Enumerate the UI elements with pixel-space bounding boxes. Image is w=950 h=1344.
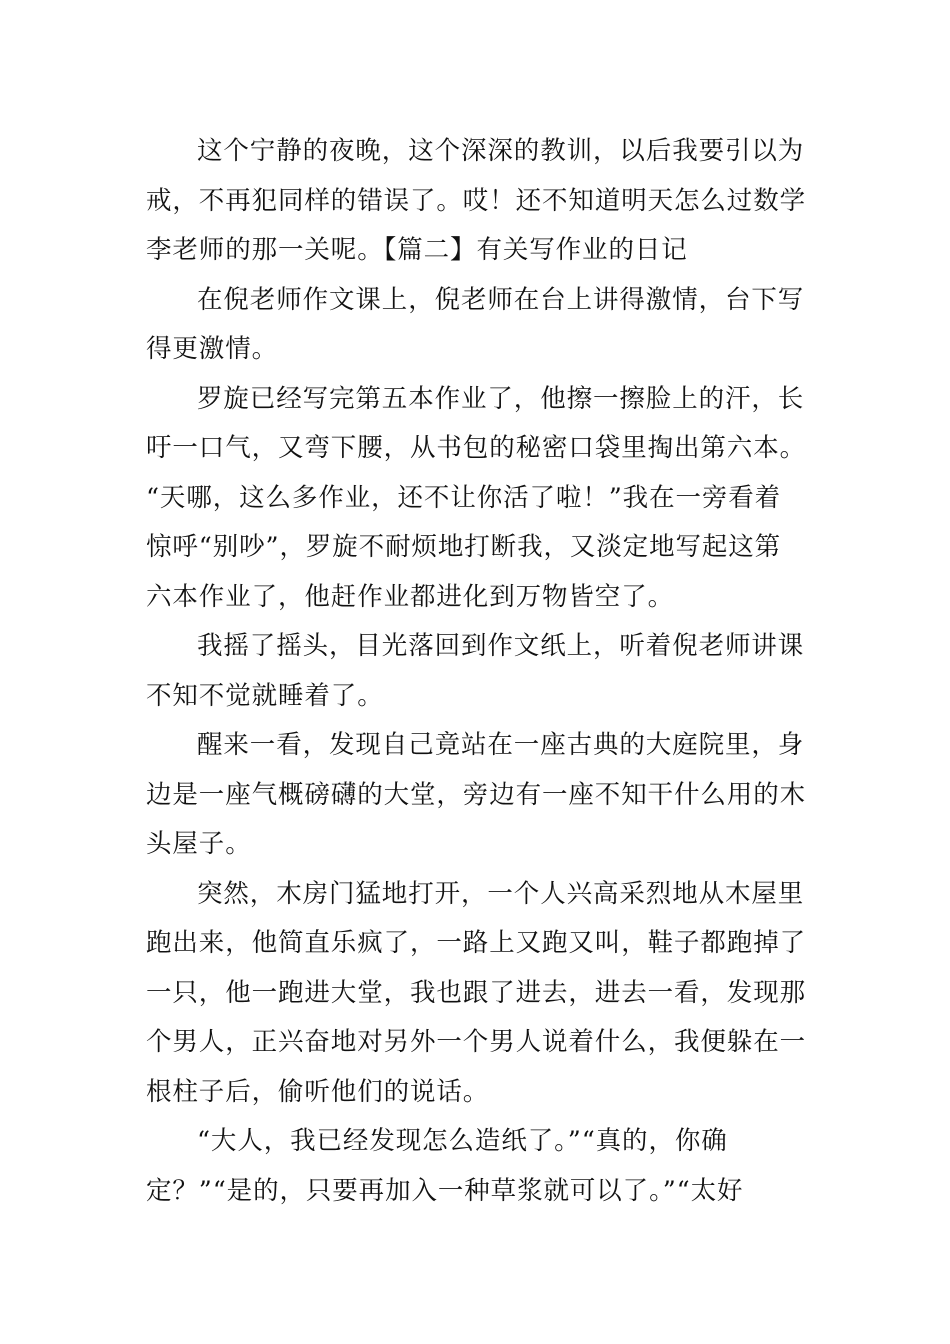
text-line: 戒，不再犯同样的错误了。哎！还不知道明天怎么过数学 — [146, 185, 807, 216]
text-line: 根柱子后，偷听他们的说话。 — [146, 1076, 490, 1107]
paragraph — [146, 622, 810, 721]
paragraph — [146, 375, 810, 623]
text-line: 在倪老师作文课上，倪老师在台上讲得激情，台下写 — [197, 284, 805, 315]
text-line: 六本作业了，他赶作业都进化到万物皆空了。 — [146, 581, 675, 612]
text-line: 这个宁静的夜晚，这个深深的教训，以后我要引以为 — [197, 136, 805, 166]
paragraph — [146, 721, 810, 870]
text-line: 突然，木房门猛地打开，一个人兴高采烈地从木屋里 — [197, 878, 805, 909]
text-line: 个男人，正兴奋地对另外一个男人说着什么，我便躲在一 — [146, 1027, 807, 1057]
text-line: 跑出来，他简直乐疯了，一路上又跑又叫，鞋子都跑掉了 — [146, 928, 807, 958]
text-line: 惊呼“别吵”，罗旋不耐烦地打断我，又淡定地写起这第 — [146, 532, 782, 562]
text-line: “天哪，这么多作业，还不让你活了啦！”我在一旁看着 — [146, 482, 782, 513]
text-line: 边是一座气概磅礴的大堂，旁边有一座不知干什么用的木 — [146, 779, 807, 810]
text-line: 吁一口气，又弯下腰，从书包的秘密口袋里掏出第六本。 — [146, 433, 807, 463]
text-line: 一只，他一跑进大堂，我也跟了进去，进去一看，发现那 — [146, 977, 807, 1008]
paragraph — [146, 870, 810, 1118]
text-line: 得更激情。 — [146, 334, 279, 364]
paragraph — [146, 1117, 810, 1216]
paragraph — [146, 276, 810, 375]
paragraph — [146, 127, 810, 276]
text-line: 醒来一看，发现自己竟站在一座古典的大庭院里，身 — [197, 730, 805, 760]
text-line: 不知不觉就睡着了。 — [146, 680, 384, 711]
text-line: 罗旋已经写完第五本作业了，他擦一擦脸上的汗，长 — [197, 383, 805, 414]
text-line: 我摇了摇头，目光落回到作文纸上，听着倪老师讲课 — [197, 631, 805, 661]
text-line: 头屋子。 — [146, 829, 252, 859]
text-line: 李老师的那一关呢。【篇二】有关写作业的日记 — [146, 235, 688, 265]
text-line: 定？”“是的，只要再加入一种草浆就可以了。”“太好 — [146, 1175, 744, 1206]
text-line: “大人，我已经发现怎么造纸了。”“真的，你确 — [197, 1126, 728, 1156]
document-body — [146, 127, 810, 1216]
